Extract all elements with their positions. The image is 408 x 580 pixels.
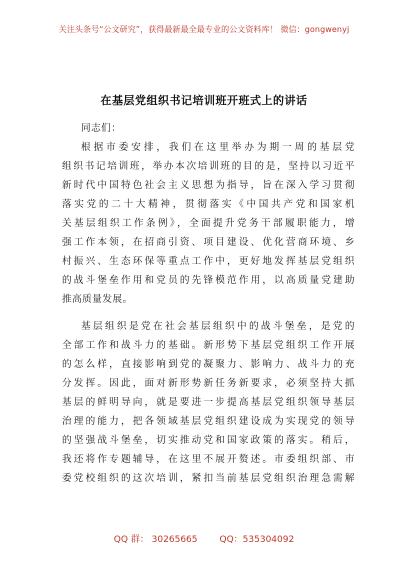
salutation: 同志们： bbox=[81, 123, 122, 134]
promo-banner: 关注头条号“公文研究”，获得最新最全最专业的公文资料库！ 微信：gongwenyj bbox=[58, 25, 350, 34]
paragraph-line: 落实党的二十大精神，贯彻落实《中国共产党和国家机 bbox=[62, 199, 355, 210]
paragraph-line: 推高质量发展。 bbox=[62, 294, 133, 305]
qq-number: QQ：535304092 bbox=[219, 535, 295, 545]
paragraph-line: 全部工作和战斗力的基础。新形势下基层党组织工作开展 bbox=[62, 340, 355, 351]
paragraph-1 bbox=[62, 138, 355, 309]
paragraph-line: 治理的能力，把各领域基层党组织建设成为实现党的领导 bbox=[62, 416, 355, 427]
paragraph-line: 根据市委安排，我们在这里举办为期一周的基层党 bbox=[81, 142, 355, 153]
paragraph-line: 强工作本领，在招商引资、项目建设、优化营商环境、乡 bbox=[62, 237, 355, 248]
paragraph-line: 基层组织是党在社会基层组织中的战斗堡垒，是党的 bbox=[81, 321, 355, 332]
paragraph-line: 的战斗堡垒作用和党员的先锋模范作用，以高质量党建助 bbox=[62, 275, 355, 286]
paragraph-line: 组织书记培训班，举办本次培训班的目的是，坚持以习近平 bbox=[62, 161, 355, 172]
document-body bbox=[62, 119, 355, 488]
document-title: 在基层党组织书记培训班开班式上的讲话 bbox=[100, 94, 308, 107]
paragraph-line: 关基层组织工作条例》，全面提升党务干部履职能力，增 bbox=[62, 218, 355, 229]
contact-footer bbox=[0, 532, 408, 545]
paragraph-line: 我还将作专题辅导，在这里不展开赘述。市委组织部、市 bbox=[62, 454, 355, 465]
paragraph-2 bbox=[62, 317, 355, 488]
paragraph-line: 委党校组织的这次培训，紧扣当前基层党组织治理急需解 bbox=[62, 473, 355, 484]
qq-group-number: QQ 群： 30265665 bbox=[113, 535, 198, 545]
paragraph-line: 的怎么样，直接影响到党的凝聚力、影响力、战斗力的充 bbox=[62, 359, 355, 370]
paragraph-line: 基层的鲜明导向，就是要进一步提高基层党组织领导基层 bbox=[62, 397, 355, 408]
paragraph-line: 新时代中国特色社会主义思想为指导，旨在深入学习贯彻 bbox=[62, 180, 355, 191]
paragraph-line: 分发挥。因此，面对新形势新任务新要求，必须坚持大抓 bbox=[62, 378, 355, 389]
paragraph-line: 村振兴、生态环保等重点工作中，更好地发挥基层党组织 bbox=[62, 256, 355, 267]
paragraph-line: 的坚强战斗堡垒，切实推动党和国家政策的落实。稍后， bbox=[62, 435, 355, 446]
